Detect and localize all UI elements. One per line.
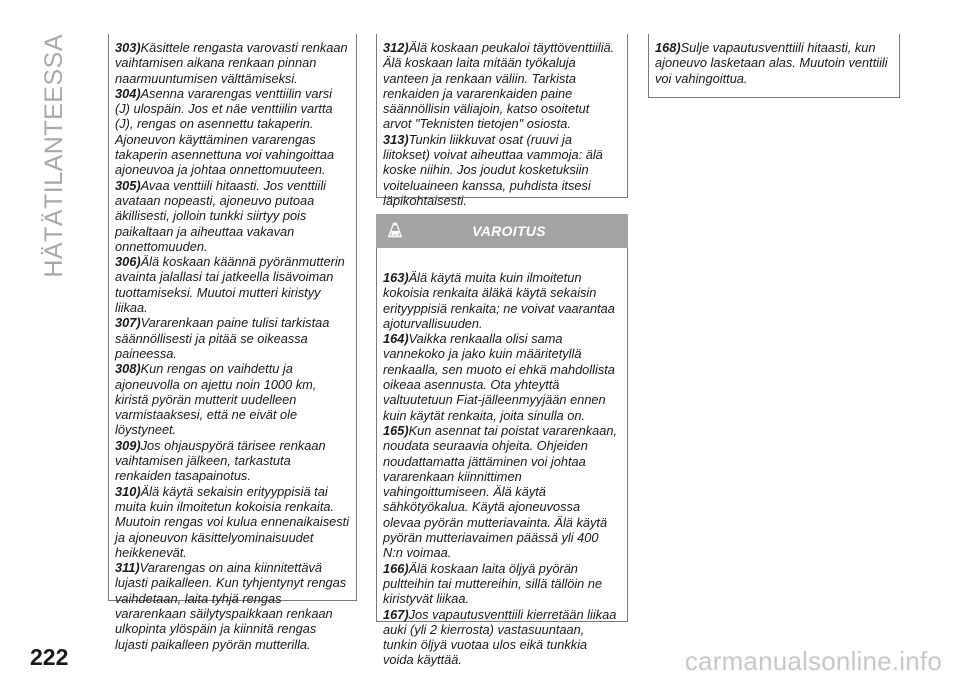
note-number: 313) <box>383 131 409 147</box>
note-item <box>115 40 350 86</box>
note-text: Avaa venttiili hitaasti. Jos venttiili avataan nopeasti, ajoneuvo putoaa äkillisesti, jolloin tunkki siirtyy pois paikaltaan ja aiheuttaa vakavan onnettomuuden. <box>115 177 327 254</box>
note-text: Älä koskaan laita öljyä pyörän pultteihin tai muttereihin, sillä tällöin ne kiristyvät liikaa. <box>383 560 603 607</box>
note-text: Sulje vapautusventtiili hitaasti, kun ajoneuvo lasketaan alas. Muutoin venttiili voi vahingoittua. <box>655 40 888 86</box>
note-item <box>383 561 621 607</box>
note-number: 309) <box>115 437 141 453</box>
note-text: Jos vapautusventtiili kierretään liikaa auki (yli 2 kierrosta) vastasuuntaan, tunkin öljyä vuotaa ulos eikä tunkkia voida käyttää. <box>383 606 617 668</box>
note-text: Älä koskaan peukaloi täyttöventtiiliä. Älä koskaan laita mitään työkaluja vanteen ja renkaan väliin. Tarkista renkaiden ja vararenkaiden paine säännöllisin väliajoin, katso osoitetut arvot "Teknisten tietojen" osiosta. <box>383 40 615 132</box>
note-number: 304) <box>115 85 141 101</box>
note-item <box>115 86 350 178</box>
note-item <box>655 40 893 86</box>
note-number: 164) <box>383 331 409 347</box>
notes-column-1-text <box>109 34 356 652</box>
notes-column-3-text <box>649 34 899 86</box>
note-text: Älä koskaan käännä pyöränmutterin avainta jalallasi tai jatkeella lisävoiman tuottamiseksi. Muutoi mutteri kiristyy liikaa. <box>115 254 345 316</box>
note-item <box>383 607 621 668</box>
note-item <box>383 423 621 561</box>
note-number: 305) <box>115 177 141 193</box>
note-item <box>383 331 621 423</box>
note-text: Asenna vararengas venttiilin varsi (J) ulospäin. Jos et näe venttiilin vartta (J), rengas on asennettu takaperin. Ajoneuvon käyttäminen vararengas takaperin asennettuna voi vahingoittaa ajoneuvoa ja johtaa onnettomuuteen. <box>115 85 335 178</box>
note-text: Jos ohjauspyörä tärisee renkaan vaihtamisen jälkeen, tarkastuta renkaiden tasapainotus. <box>115 437 326 484</box>
note-item <box>115 560 350 652</box>
warning-box <box>376 248 628 668</box>
car-warning-icon <box>384 219 406 241</box>
warning-text <box>377 248 627 668</box>
note-text: Vararengas on aina kiinnitettävä lujasti paikalleen. Kun tyhjentynyt rengas vaihdetaan, laita tyhjä rengas vararenkaan säilytyspaikkaan renkaan ulkopinta ylöspäin ja kiinnitä rengas lujasti paikalleen pyörän mutterilla. <box>115 560 347 652</box>
note-text: Älä käytä sekaisin erityyppisiä tai muita kuin ilmoitetun kokoisia renkaita. Muutoin rengas voi kulua ennenaikaisesti ja ajoneuvon käsittelyominaisuudet heikkenevät. <box>115 483 350 560</box>
note-text: Vararenkaan paine tulisi tarkistaa säännöllisesti ja pitää se oikeassa paineessa. <box>115 315 330 361</box>
note-text: Kun asennat tai poistat vararenkaan, noudata seuraavia ohjeita. Ohjeiden noudattamatta jättäminen voi johtaa vararenkaan kiinnittimen vahingoittumiseen. Älä käytä sähkötyökalua. Käytä ajoneuvossa olevaa pyörän mutteriavainta. Älä käytä pyörän mutteriavaimen päässä yli 400 N:n voimaa. <box>383 422 618 561</box>
notes-column-3 <box>648 34 900 98</box>
note-number: 167) <box>383 606 409 622</box>
page-number: 222 <box>30 644 69 670</box>
note-number: 310) <box>115 483 141 499</box>
warning-title: VAROITUS <box>472 223 546 239</box>
note-number: 168) <box>655 40 681 55</box>
note-item <box>115 484 350 560</box>
note-number: 166) <box>383 560 409 576</box>
section-title <box>30 34 78 278</box>
note-number: 312) <box>383 40 409 55</box>
note-number: 311) <box>115 560 140 576</box>
warning-header <box>376 214 628 248</box>
note-number: 165) <box>383 422 409 438</box>
note-item <box>383 132 621 208</box>
note-number: 303) <box>115 40 141 55</box>
note-item <box>115 178 350 254</box>
section-title-text: HÄTÄTILANTEESSA <box>39 34 68 278</box>
note-text: Vaikka renkaalla olisi sama vannekoko ja jako kuin määritetyllä renkaalla, sen muoto ei ehkä mahdollista oikeaa asennusta. Ota yhteyttä valtuutetuun Fiat-jälleenmyyjään ennen kuin käytät renkaita, joita sinulla on. <box>383 331 615 423</box>
note-number: 307) <box>115 315 141 331</box>
notes-column-2-text <box>377 34 627 208</box>
note-number: 308) <box>115 361 141 377</box>
notes-column-1 <box>108 34 357 652</box>
notes-column-2 <box>376 34 628 208</box>
note-text: Kun rengas on vaihdettu ja ajoneuvolla on ajettu noin 1000 km, kiristä pyörän mutterit uudelleen varmistaaksesi, että ne eivät ole löystyneet. <box>115 361 317 438</box>
note-item <box>115 254 350 315</box>
note-text: Tunkin liikkuvat osat (ruuvi ja liitokset) voivat aiheuttaa vammoja: älä koske niihin. Jos joudut kosketuksiin voiteluaineen kanssa, puhdista itsesi läpikohtaisesti. <box>383 131 603 208</box>
footer-watermark: carmanualsonline.info <box>684 646 942 676</box>
note-text: Käsittele rengasta varovasti renkaan vaihtamisen aikana renkaan pinnan naarmuuntumisen välttämiseksi. <box>115 40 348 86</box>
note-item <box>115 438 350 484</box>
note-item <box>383 40 621 132</box>
note-item <box>383 270 621 331</box>
note-number: 163) <box>383 270 409 285</box>
note-text: Älä käytä muita kuin ilmoitetun kokoisia renkaita äläkä käytä sekaisin erityyppisiä renkaita; ne voivat vaarantaa ajoturvallisuuden. <box>383 270 615 331</box>
note-item <box>115 361 350 437</box>
note-number: 306) <box>115 254 141 270</box>
note-item <box>115 315 350 361</box>
